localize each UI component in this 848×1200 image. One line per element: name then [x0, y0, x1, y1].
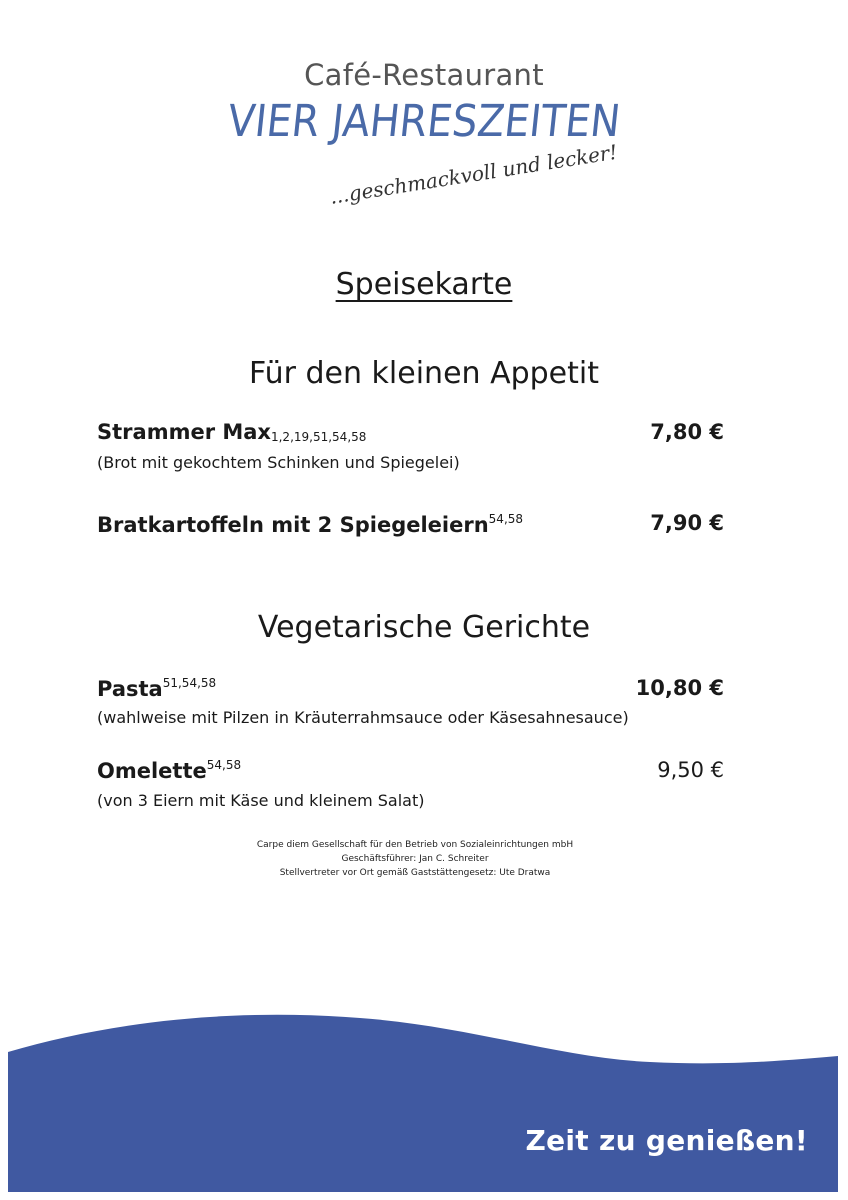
menu-item-description: (wahlweise mit Pilzen in Kräuterrahmsauce oder Käsesahnesauce) — [97, 708, 629, 727]
section-title-small-appetite: Für den kleinen Appetit — [249, 356, 599, 391]
slogan: Zeit zu genießen! — [525, 1124, 808, 1157]
menu-item-price: 9,50 € — [657, 758, 724, 782]
menu-item-price: 10,80 € — [635, 676, 724, 700]
dish-name: Pasta — [97, 677, 163, 701]
menu-title: Speisekarte — [335, 267, 513, 302]
menu-item-name — [97, 676, 216, 701]
allergen-codes: 54,58 — [488, 512, 524, 526]
allergen-codes: 1,2,19,51,54,58 — [270, 430, 367, 444]
allergen-codes: 51,54,58 — [162, 676, 217, 690]
menu-item-description: (von 3 Eiern mit Käse und kleinem Salat) — [97, 791, 425, 810]
restaurant-name-logo: VIER JAHRESZEITEN — [225, 96, 623, 147]
menu-item-price: 7,80 € — [650, 420, 724, 444]
dish-name: Strammer Max — [97, 420, 271, 444]
dish-name: Bratkartoffeln mit 2 Spiegeleiern — [97, 513, 489, 537]
menu-item-name — [97, 758, 241, 783]
onsite-representative-line: Stellvertreter vor Ort gemäß Gaststättengesetz: Ute Dratwa — [279, 868, 551, 878]
wave-shape — [8, 1015, 838, 1192]
tagline: ...geschmackvoll und lecker! — [328, 139, 619, 209]
allergen-codes: 54,58 — [206, 758, 242, 772]
menu-item-name — [97, 512, 523, 537]
section-title-vegetarian: Vegetarische Gerichte — [257, 610, 591, 645]
menu-item-name — [97, 420, 366, 444]
blue-wave-banner — [0, 1000, 848, 1200]
dish-name: Omelette — [97, 759, 207, 783]
managing-director-line: Geschäftsführer: Jan C. Schreiter — [341, 854, 489, 864]
legal-notes — [0, 838, 830, 880]
cafe-line: Café-Restaurant — [304, 58, 544, 92]
menu-item-description: (Brot mit gekochtem Schinken und Spiegelei) — [97, 453, 460, 472]
company-line: Carpe diem Gesellschaft für den Betrieb von Sozialeinrichtungen mbH — [256, 840, 574, 850]
menu-item-price: 7,90 € — [650, 511, 724, 535]
